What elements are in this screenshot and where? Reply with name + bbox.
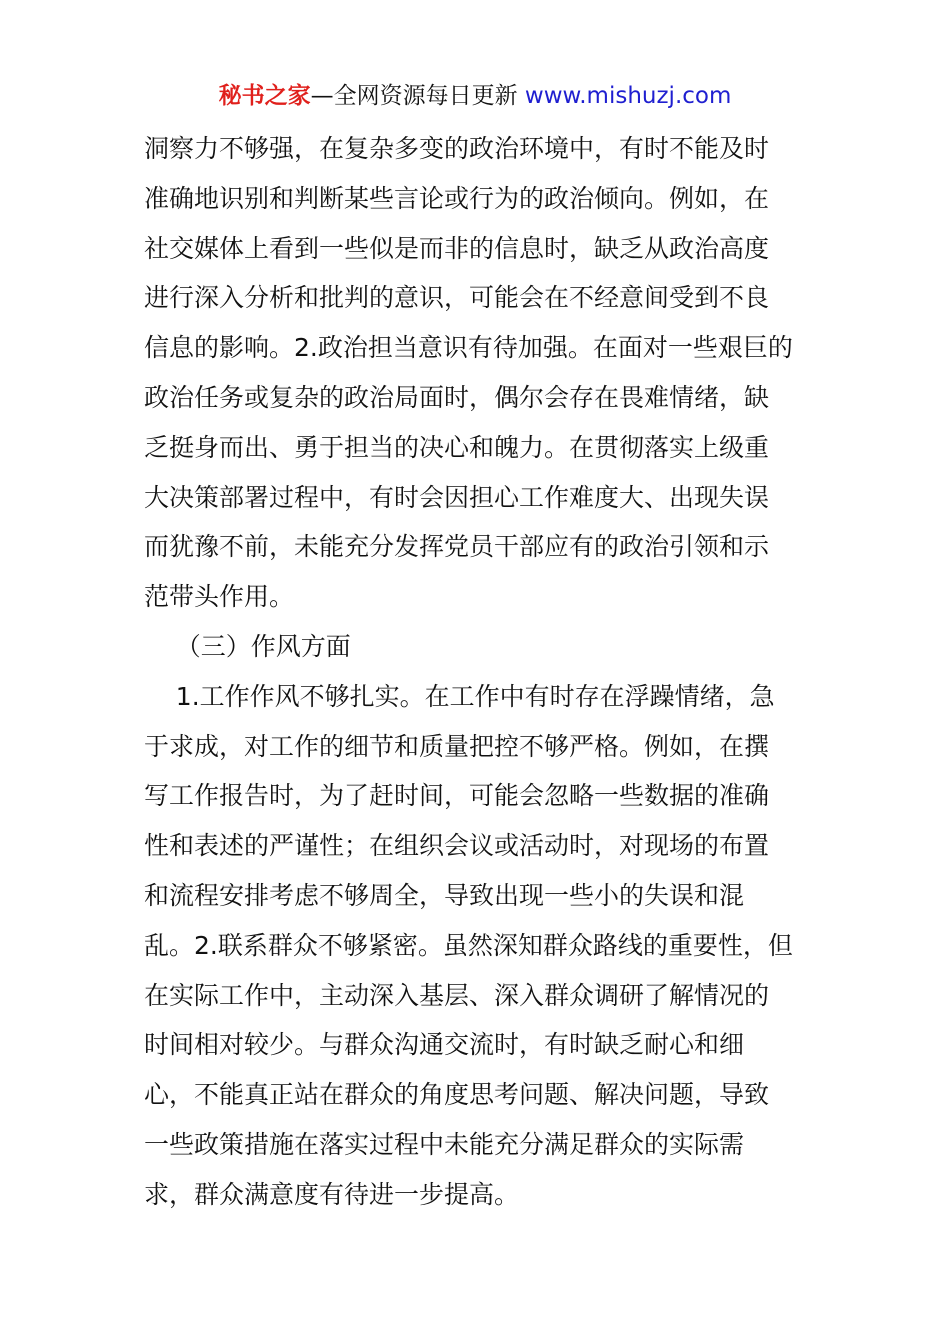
text-line: 乏挺身而出、勇于担当的决心和魄力。在贯彻落实上级重 bbox=[144, 432, 770, 462]
text-line: 而犹豫不前，未能充分发挥党员干部应有的政治引领和示 bbox=[144, 532, 770, 562]
site-slogan: —全网资源每日更新 bbox=[310, 83, 525, 109]
site-brand: 秘书之家 bbox=[218, 83, 311, 109]
text-line: 1.工作作风不够扎实。在工作中有时存在浮躁情绪，急 bbox=[144, 681, 775, 711]
text-line: 和流程安排考虑不够周全，导致出现一些小的失误和混 bbox=[144, 880, 745, 910]
text-line: 范带头作用。 bbox=[144, 582, 295, 612]
text-line: 写工作报告时，为了赶时间，可能会忽略一些数据的准确 bbox=[144, 781, 770, 811]
text-line: 准确地识别和判断某些言论或行为的政治倾向。例如，在 bbox=[144, 183, 770, 213]
text-line: 乱。2.联系群众不够紧密。虽然深知群众路线的重要性，但 bbox=[144, 930, 793, 960]
document-body bbox=[144, 124, 814, 1220]
text-line: 在实际工作中，主动深入基层、深入群众调研了解情况的 bbox=[144, 980, 770, 1010]
text-line: 一些政策措施在落实过程中未能充分满足群众的实际需 bbox=[144, 1129, 745, 1159]
section-heading: （三）作风方面 bbox=[144, 631, 351, 661]
text-line: 政治任务或复杂的政治局面时，偶尔会存在畏难情绪，缺 bbox=[144, 382, 770, 412]
text-line: 进行深入分析和批判的意识，可能会在不经意间受到不良 bbox=[144, 283, 770, 313]
text-line: 性和表述的严谨性；在组织会议或活动时，对现场的布置 bbox=[144, 831, 770, 861]
text-line: 社交媒体上看到一些似是而非的信息时，缺乏从政治高度 bbox=[144, 233, 770, 263]
text-line: 心，不能真正站在群众的角度思考问题、解决问题，导致 bbox=[144, 1080, 770, 1110]
page-header bbox=[0, 78, 950, 114]
site-url[interactable]: www.mishuzj.com bbox=[524, 83, 732, 109]
text-line: 于求成，对工作的细节和质量把控不够严格。例如，在撰 bbox=[144, 731, 770, 761]
text-line: 信息的影响。2.政治担当意识有待加强。在面对一些艰巨的 bbox=[144, 333, 793, 363]
text-line: 时间相对较少。与群众沟通交流时，有时缺乏耐心和细 bbox=[144, 1030, 745, 1060]
text-line: 求，群众满意度有待进一步提高。 bbox=[144, 1179, 520, 1209]
text-line: 大决策部署过程中，有时会因担心工作难度大、出现失误 bbox=[144, 482, 770, 512]
text-line: 洞察力不够强，在复杂多变的政治环境中，有时不能及时 bbox=[144, 134, 770, 163]
